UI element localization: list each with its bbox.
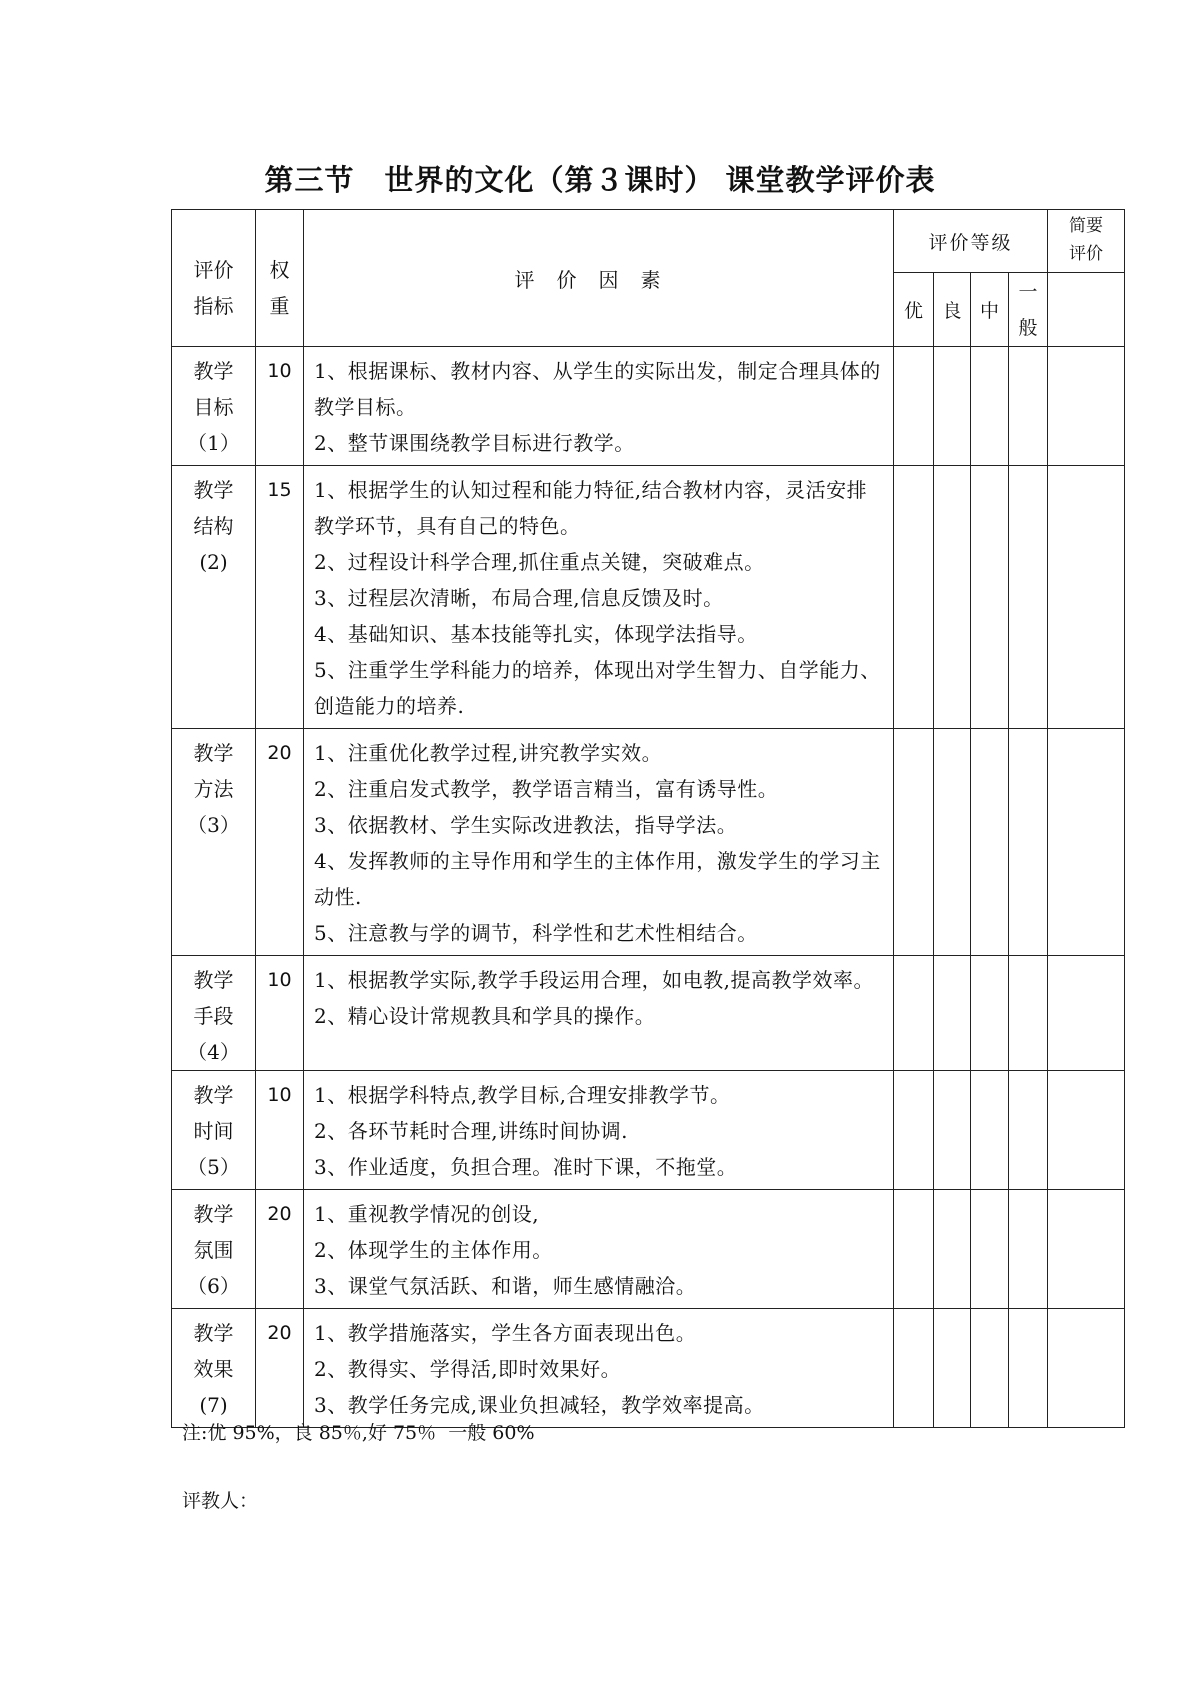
indicator-text: 效果 (193, 1357, 234, 1381)
indicator-text: （3） (187, 813, 240, 837)
weight-cell: 10 (256, 1071, 304, 1190)
indicator-cell (172, 956, 256, 1071)
factors-cell (304, 1190, 894, 1309)
grade-medium-cell[interactable] (971, 466, 1009, 729)
grade-excellent-cell[interactable] (894, 347, 934, 466)
indicator-text: 目标 (193, 395, 234, 419)
indicator-text: (2) (199, 550, 228, 574)
grade-excellent-cell[interactable] (894, 729, 934, 956)
grade-medium-cell[interactable] (971, 956, 1009, 1071)
grade-average: 一 般 (1009, 273, 1048, 347)
indicator-text: 手段 (193, 1004, 234, 1028)
factor-item: 3、作业适度，负担合理。准时下课，不拖堂。 (314, 1155, 738, 1179)
grade-medium-cell[interactable] (971, 729, 1009, 956)
grade-medium-cell[interactable] (971, 347, 1009, 466)
footnote: 注:优 95%，良 85％,好 75％ 一般 60% (182, 1422, 535, 1444)
factor-item: 1、注重优化教学过程,讲究教学实效。 (314, 741, 663, 765)
grade-good-cell[interactable] (934, 956, 971, 1071)
factor-item: 3、教学任务完成,课业负担减轻，教学效率提高。 (314, 1393, 765, 1417)
indicator-cell (172, 1071, 256, 1190)
grade-excellent-cell[interactable] (894, 466, 934, 729)
indicator-text: 时间 (193, 1119, 234, 1143)
factor-item: 5、注意教与学的调节，科学性和艺术性相结合。 (314, 921, 758, 945)
grade-good-cell[interactable] (934, 729, 971, 956)
header-row-1 (172, 210, 1125, 273)
grade-medium-cell[interactable] (971, 1190, 1009, 1309)
grade-good-cell[interactable] (934, 347, 971, 466)
grade-average-cell[interactable] (1009, 956, 1048, 1071)
brief-evaluation-cell[interactable] (1048, 1071, 1125, 1190)
factor-item: 4、发挥教师的主导作用和学生的主体作用，激发学生的学习主动性. (314, 849, 881, 909)
indicator-cell (172, 466, 256, 729)
grade-excellent-cell[interactable] (894, 1309, 934, 1428)
grade-medium-cell[interactable] (971, 1071, 1009, 1190)
table-row (172, 347, 1125, 466)
indicator-text: （5） (187, 1155, 240, 1179)
brief-evaluation-cell[interactable] (1048, 729, 1125, 956)
brief-evaluation-cell[interactable] (1048, 347, 1125, 466)
indicator-cell (172, 347, 256, 466)
factor-item: 2、精心设计常规教具和学具的操作。 (314, 1004, 656, 1028)
header-grade: 评价等级 (894, 210, 1048, 273)
grade-excellent-cell[interactable] (894, 1071, 934, 1190)
grade-average-cell[interactable] (1009, 1190, 1048, 1309)
indicator-cell (172, 1309, 256, 1428)
grade-good-cell[interactable] (934, 1309, 971, 1428)
grade-excellent-cell[interactable] (894, 956, 934, 1071)
factor-item: 1、根据课标、教材内容、从学生的实际出发，制定合理具体的教学目标。 (314, 359, 881, 419)
factor-item: 2、教得实、学得活,即时效果好。 (314, 1357, 622, 1381)
factor-item: 1、根据教学实际,教学手段运用合理，如电教,提高教学效率。 (314, 968, 874, 992)
table-row (172, 1190, 1125, 1309)
weight-cell: 20 (256, 729, 304, 956)
factors-cell (304, 729, 894, 956)
factor-item: 2、体现学生的主体作用。 (314, 1238, 553, 1262)
grade-excellent-cell[interactable] (894, 1190, 934, 1309)
factors-cell (304, 347, 894, 466)
factor-item: 2、各环节耗时合理,讲练时间协调. (314, 1119, 628, 1143)
table-row (172, 1309, 1125, 1428)
factors-cell (304, 1071, 894, 1190)
factor-item: 2、注重启发式教学，教学语言精当，富有诱导性。 (314, 777, 779, 801)
indicator-text: (7) (199, 1393, 228, 1417)
grade-average-cell[interactable] (1009, 1071, 1048, 1190)
header-factors: 评价因素 (304, 210, 894, 347)
grade-average-cell[interactable] (1009, 1309, 1048, 1428)
table-row (172, 466, 1125, 729)
page-title: 第三节 世界的文化（第３课时） 课堂教学评价表 (264, 163, 936, 197)
weight-cell: 20 (256, 1309, 304, 1428)
factor-item: 4、基础知识、基本技能等扎实，体现学法指导。 (314, 622, 758, 646)
header-brief: 简要 评价 (1048, 210, 1125, 273)
brief-evaluation-cell[interactable] (1048, 1190, 1125, 1309)
indicator-text: （4） (187, 1040, 240, 1064)
evaluation-table (171, 209, 1125, 1428)
weight-cell: 20 (256, 1190, 304, 1309)
grade-excellent: 优 (894, 273, 934, 347)
factors-cell (304, 1309, 894, 1428)
indicator-text: 教学 (193, 741, 234, 765)
factor-item: 1、根据学生的认知过程和能力特征,结合教材内容，灵活安排教学环节，具有自己的特色。 (314, 478, 868, 538)
brief-evaluation-cell[interactable] (1048, 956, 1125, 1071)
indicator-text: 教学 (193, 1321, 234, 1345)
indicator-cell (172, 1190, 256, 1309)
indicator-text: 教学 (193, 359, 234, 383)
table-row (172, 729, 1125, 956)
grade-good-cell[interactable] (934, 1190, 971, 1309)
grade-good-cell[interactable] (934, 466, 971, 729)
indicator-text: 结构 (193, 514, 234, 538)
header-weight: 权 重 (256, 210, 304, 347)
factors-cell (304, 466, 894, 729)
indicator-text: 方法 (193, 777, 234, 801)
factor-item: 2、过程设计科学合理,抓住重点关键，突破难点。 (314, 550, 765, 574)
table-row (172, 1071, 1125, 1190)
factor-item: 3、依据教材、学生实际改进教法，指导学法。 (314, 813, 738, 837)
factor-item: 1、重视教学情况的创设, (314, 1202, 540, 1226)
evaluator-label: 评教人： (182, 1490, 259, 1512)
grade-average-cell[interactable] (1009, 729, 1048, 956)
factor-item: 3、过程层次清晰，布局合理,信息反馈及时。 (314, 586, 724, 610)
factors-cell (304, 956, 894, 1071)
factor-item: 2、整节课围绕教学目标进行教学。 (314, 431, 635, 455)
grade-medium-cell[interactable] (971, 1309, 1009, 1428)
brief-evaluation-cell[interactable] (1048, 1309, 1125, 1428)
indicator-text: （6） (187, 1274, 240, 1298)
weight-cell: 10 (256, 956, 304, 1071)
grade-average-cell[interactable] (1009, 466, 1048, 729)
table-row (172, 956, 1125, 1071)
weight-cell: 15 (256, 466, 304, 729)
indicator-text: 教学 (193, 968, 234, 992)
grade-medium: 中 (971, 273, 1009, 347)
factor-item: 3、课堂气氛活跃、和谐，师生感情融洽。 (314, 1274, 697, 1298)
indicator-cell (172, 729, 256, 956)
indicator-text: 教学 (193, 1083, 234, 1107)
indicator-text: （1） (187, 431, 240, 455)
factor-item: 5、注重学生学科能力的培养，体现出对学生智力、自学能力、创造能力的培养. (314, 658, 881, 718)
brief-empty-cell (1048, 273, 1125, 347)
factor-item: 1、根据学科特点,教学目标,合理安排教学节。 (314, 1083, 731, 1107)
indicator-text: 教学 (193, 478, 234, 502)
grade-average-cell[interactable] (1009, 347, 1048, 466)
grade-good-cell[interactable] (934, 1071, 971, 1190)
indicator-text: 氛围 (193, 1238, 234, 1262)
grade-good: 良 (934, 273, 971, 347)
indicator-text: 教学 (193, 1202, 234, 1226)
brief-evaluation-cell[interactable] (1048, 466, 1125, 729)
factor-item: 1、教学措施落实，学生各方面表现出色。 (314, 1321, 697, 1345)
weight-cell: 10 (256, 347, 304, 466)
header-indicator: 评价 指标 (172, 210, 256, 347)
